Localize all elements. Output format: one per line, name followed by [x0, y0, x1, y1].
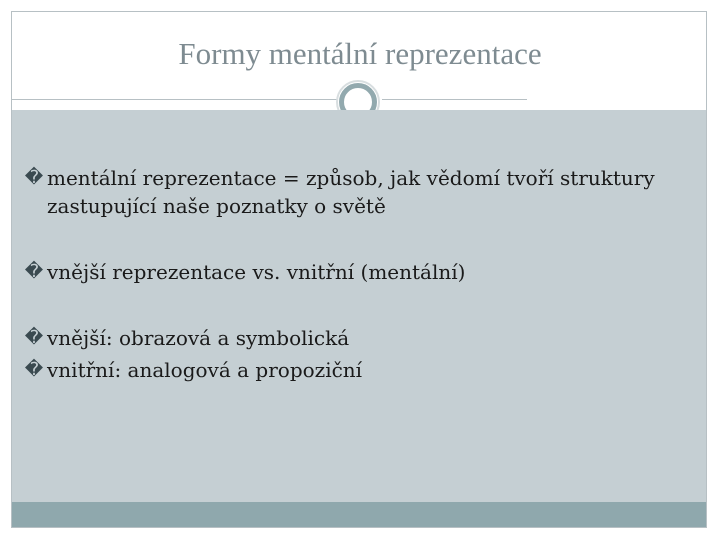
bullet-icon: � — [24, 167, 44, 188]
bullet-text: mentální reprezentace = způsob, jak vědomí tvoří struktury zastupující naše poznatky o světě — [47, 166, 655, 218]
footer-bar — [12, 502, 706, 527]
bullet-text: vnější reprezentace vs. vnitřní (mentální) — [47, 260, 466, 284]
bullet-item — [24, 324, 694, 352]
bullet-text: vnější: obrazová a symbolická — [47, 326, 350, 350]
bullet-item — [24, 164, 694, 220]
title-divider-left — [12, 99, 340, 100]
slide-title: Formy mentální reprezentace — [178, 36, 542, 71]
bullet-icon: � — [24, 261, 44, 282]
bullet-text: vnitřní: analogová a propoziční — [47, 358, 363, 382]
bullet-item — [24, 258, 694, 286]
bullet-icon: � — [24, 359, 44, 380]
bullet-icon: � — [24, 327, 44, 348]
bullet-item — [24, 356, 694, 384]
bullet-list — [24, 164, 694, 384]
title-divider-right — [382, 99, 527, 100]
